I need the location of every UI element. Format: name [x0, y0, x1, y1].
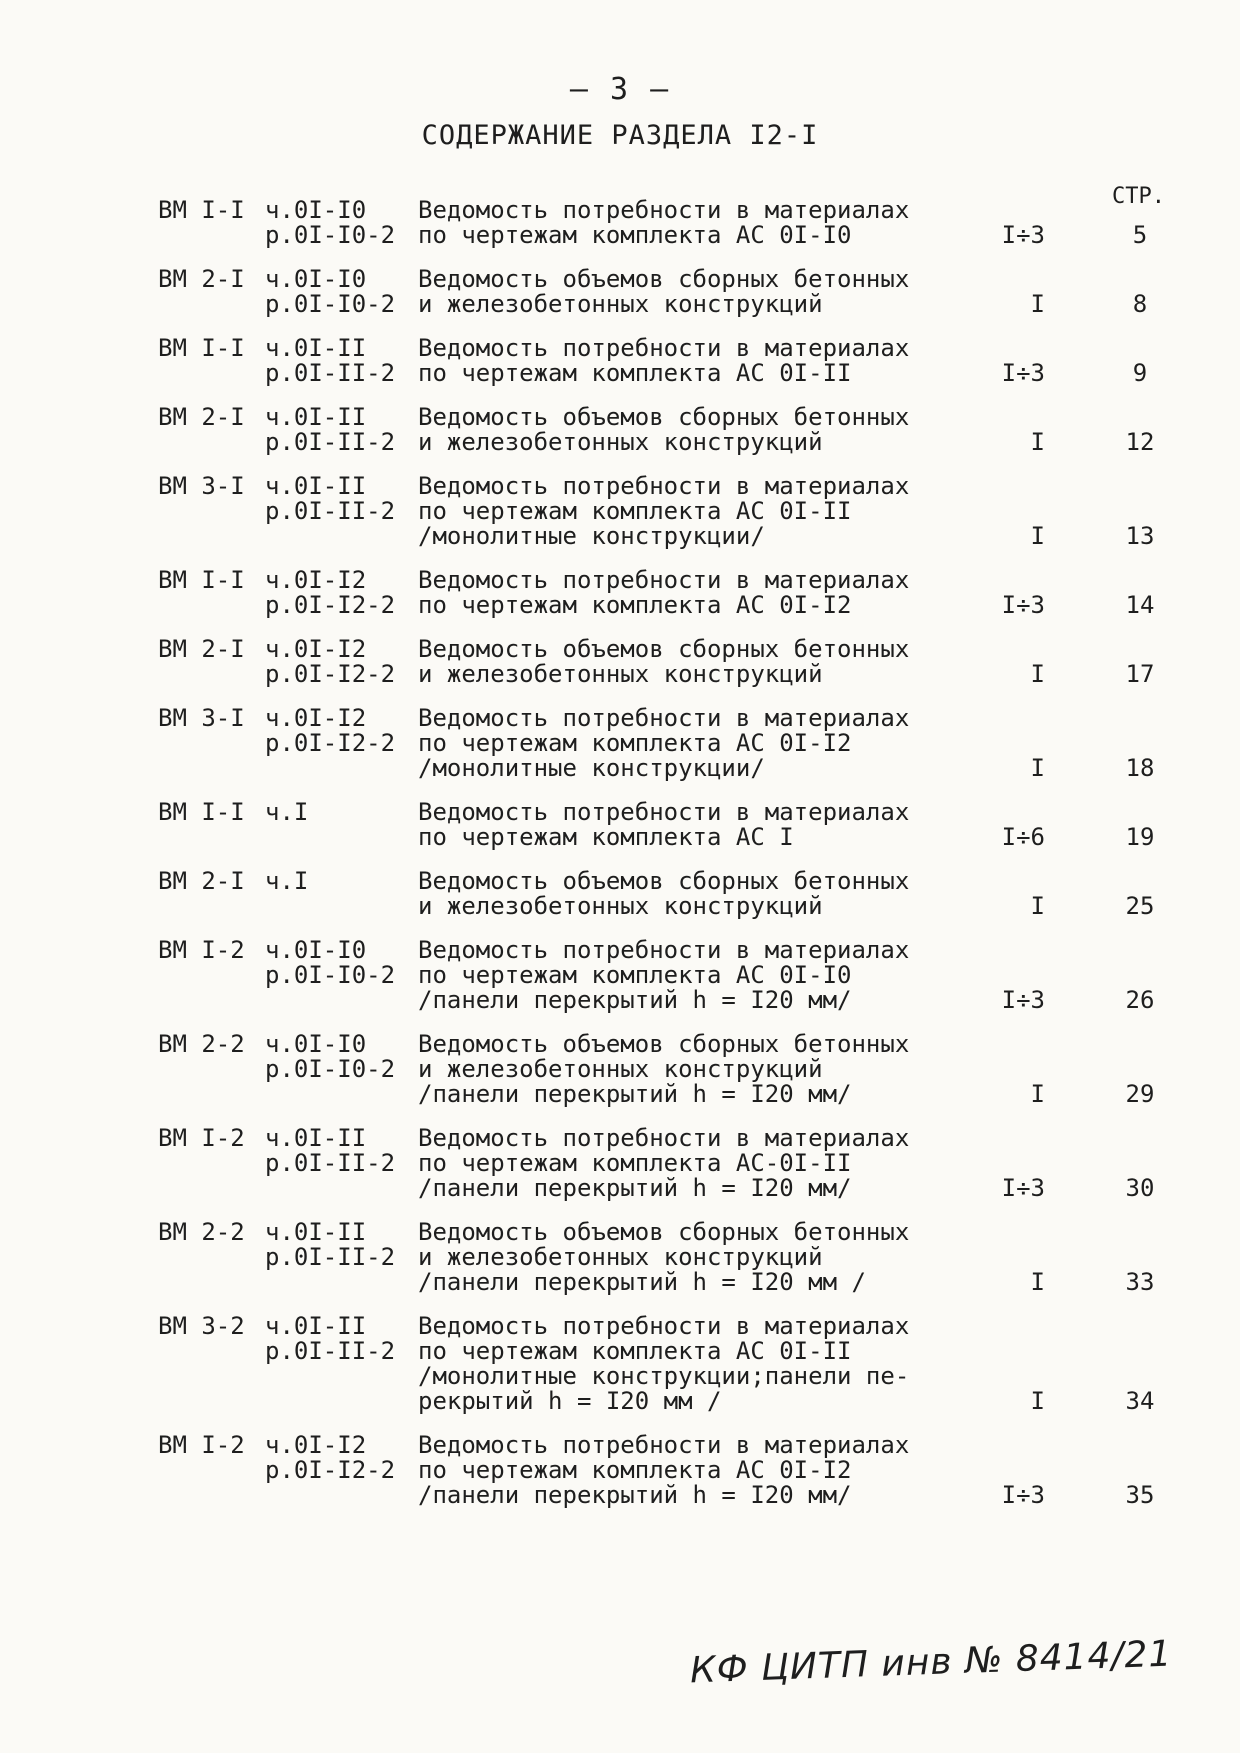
entry-description: [418, 637, 958, 687]
entry-doc-code: ВМ I-I: [158, 798, 245, 826]
entry-part-code: ч.0I-I0: [265, 196, 367, 224]
entry-description-line: Ведомость объемов сборных бетонных: [418, 265, 910, 293]
entry-doc-code: ВМ I-I: [158, 566, 245, 594]
entry-page: 34: [1125, 1387, 1155, 1415]
entry-description-line: Ведомость объемов сборных бетонных: [418, 635, 910, 663]
contents-entry: [0, 1433, 1240, 1508]
entry-part-code: р.0I-II-2: [265, 359, 396, 387]
entry-description-line: Ведомость потребности в материалах: [418, 1431, 910, 1459]
contents-entry: [0, 938, 1240, 1013]
entry-description-line: по чертежам комплекта АС 0I-I0: [418, 961, 852, 989]
entry-description: [418, 938, 958, 1013]
entry-part-code: р.0I-I2-2: [265, 591, 396, 619]
entry-doc-code: ВМ 3-I: [158, 704, 245, 732]
entry-part-code: ч.0I-I2: [265, 704, 367, 732]
entry-doc-code: ВМ 2-2: [158, 1030, 245, 1058]
entry-description-line: и железобетонных конструкций: [418, 428, 823, 456]
entry-sheets: I÷3: [1001, 359, 1045, 387]
entry-description-line: Ведомость объемов сборных бетонных: [418, 403, 910, 431]
entry-sheets: I: [1030, 428, 1045, 456]
entry-description-line: по чертежам комплекта АС 0I-I2: [418, 1456, 852, 1484]
entry-doc-code: ВМ 2-I: [158, 867, 245, 895]
entry-page: 30: [1125, 1174, 1155, 1202]
entry-part-code: ч.I: [265, 798, 309, 826]
entry-doc-code: ВМ I-2: [158, 1431, 245, 1459]
entry-description-line: Ведомость объемов сборных бетонных: [418, 867, 910, 895]
entry-doc-code: ВМ I-2: [158, 1124, 245, 1152]
entry-description-line: /монолитные конструкции/: [418, 522, 765, 550]
entry-sheets: I: [1030, 754, 1045, 782]
contents-entry: [0, 1126, 1240, 1201]
entry-page: 19: [1125, 823, 1155, 851]
entry-description-line: Ведомость потребности в материалах: [418, 334, 910, 362]
entry-doc-code: ВМ 2-2: [158, 1218, 245, 1246]
entry-description: [418, 1314, 958, 1414]
entry-description-line: Ведомость потребности в материалах: [418, 936, 910, 964]
entry-sheets: I÷3: [1001, 591, 1045, 619]
entry-part-code: ч.0I-I2: [265, 566, 367, 594]
entry-sheets: I: [1030, 1080, 1045, 1108]
entry-description-line: Ведомость объемов сборных бетонных: [418, 1030, 910, 1058]
page-column-header: СТР.: [1112, 184, 1165, 209]
entry-part-codes: [265, 706, 415, 756]
entry-sheets: I: [1030, 660, 1045, 688]
entry-part-codes: [265, 938, 415, 988]
contents-entry: [0, 1314, 1240, 1414]
entry-part-code: ч.0I-I0: [265, 1030, 367, 1058]
contents-entry: [0, 336, 1240, 386]
entry-part-codes: [265, 800, 415, 825]
entry-description: [418, 1433, 958, 1508]
entry-description: [418, 1220, 958, 1295]
entry-description: [418, 267, 958, 317]
entry-part-code: р.0I-II-2: [265, 1149, 396, 1177]
entry-description-line: и железобетонных конструкций: [418, 290, 823, 318]
entry-page: 35: [1125, 1481, 1155, 1509]
entry-page: 17: [1125, 660, 1155, 688]
entry-page: 14: [1125, 591, 1155, 619]
entry-description-line: /панели перекрытий h = I20 мм/: [418, 1481, 852, 1509]
entry-sheets: I÷3: [1001, 1481, 1045, 1509]
entry-sheets: I: [1030, 522, 1045, 550]
entry-description: [418, 800, 958, 850]
contents-entry: [0, 405, 1240, 455]
entry-description-line: рекрытий h = I20 мм /: [418, 1387, 722, 1415]
entry-page: 33: [1125, 1268, 1155, 1296]
entry-sheets: I÷3: [1001, 221, 1045, 249]
entry-part-codes: [265, 1126, 415, 1176]
entry-description-line: /панели перекрытий h = I20 мм/: [418, 1174, 852, 1202]
entry-description: [418, 568, 958, 618]
entry-page: 18: [1125, 754, 1155, 782]
contents-entry: [0, 869, 1240, 919]
entry-part-code: р.0I-I0-2: [265, 221, 396, 249]
entry-part-codes: [265, 1032, 415, 1082]
entry-part-code: ч.0I-I2: [265, 635, 367, 663]
entry-doc-code: ВМ 2-I: [158, 265, 245, 293]
entry-description-line: по чертежам комплекта АС 0I-II: [418, 1337, 852, 1365]
entry-part-code: ч.0I-II: [265, 334, 367, 362]
entry-part-code: р.0I-II-2: [265, 497, 396, 525]
entry-description-line: /панели перекрытий h = I20 мм /: [418, 1268, 866, 1296]
entry-part-code: ч.0I-II: [265, 403, 367, 431]
entry-part-code: ч.0I-I0: [265, 936, 367, 964]
entry-part-code: р.0I-I0-2: [265, 1055, 396, 1083]
entry-part-code: р.0I-II-2: [265, 1337, 396, 1365]
entry-description: [418, 706, 958, 781]
entry-part-code: ч.0I-II: [265, 1312, 367, 1340]
contents-entry: [0, 637, 1240, 687]
contents-entry: [0, 1220, 1240, 1295]
page-number: — 3 —: [569, 72, 671, 107]
entry-part-code: ч.I: [265, 867, 309, 895]
entry-page: 13: [1125, 522, 1155, 550]
entry-description-line: и железобетонных конструкций: [418, 1243, 823, 1271]
entry-description-line: Ведомость потребности в материалах: [418, 566, 910, 594]
entry-part-codes: [265, 405, 415, 455]
entry-part-code: р.0I-I2-2: [265, 729, 396, 757]
entry-sheets: I÷3: [1001, 986, 1045, 1014]
entry-page: 8: [1132, 290, 1148, 318]
entry-part-codes: [265, 1314, 415, 1364]
entry-page: 25: [1125, 892, 1155, 920]
section-title: СОДЕРЖАНИЕ РАЗДЕЛА I2-I: [421, 120, 819, 151]
entry-description-line: по чертежам комплекта АС-0I-II: [418, 1149, 852, 1177]
entry-description: [418, 1032, 958, 1107]
contents-entry: [0, 1032, 1240, 1107]
entry-part-code: ч.0I-II: [265, 1218, 367, 1246]
entry-part-codes: [265, 267, 415, 317]
entry-description-line: и железобетонных конструкций: [418, 892, 823, 920]
contents-entry: [0, 474, 1240, 549]
entry-description-line: /монолитные конструкции;панели пе-: [418, 1362, 910, 1390]
entry-sheets: I: [1030, 290, 1045, 318]
entry-description: [418, 869, 958, 919]
entry-part-code: ч.0I-I0: [265, 265, 367, 293]
entry-part-code: ч.0I-I2: [265, 1431, 367, 1459]
entry-description-line: Ведомость потребности в материалах: [418, 798, 910, 826]
entry-description-line: /панели перекрытий h = I20 мм/: [418, 986, 852, 1014]
entry-part-code: р.0I-II-2: [265, 1243, 396, 1271]
entry-description: [418, 336, 958, 386]
entry-page: 12: [1125, 428, 1155, 456]
entry-description-line: по чертежам комплекта АС 0I-I2: [418, 729, 852, 757]
entry-page: 26: [1125, 986, 1155, 1014]
entry-part-code: ч.0I-II: [265, 1124, 367, 1152]
entry-description-line: Ведомость потребности в материалах: [418, 196, 910, 224]
contents-entry: [0, 800, 1240, 850]
entry-page: 29: [1125, 1080, 1155, 1108]
entry-description: [418, 1126, 958, 1201]
entry-doc-code: ВМ 2-I: [158, 635, 245, 663]
entry-doc-code: ВМ 3-I: [158, 472, 245, 500]
entry-description-line: и железобетонных конструкций: [418, 660, 823, 688]
entry-doc-code: ВМ I-I: [158, 334, 245, 362]
entry-part-code: ч.0I-II: [265, 472, 367, 500]
entry-part-code: р.0I-I2-2: [265, 1456, 396, 1484]
entry-description: [418, 474, 958, 549]
entry-sheets: I: [1030, 1268, 1045, 1296]
inventory-stamp: КФ ЦИТП инв № 8414/21: [689, 1633, 1173, 1692]
contents-entry: [0, 568, 1240, 618]
entry-description-line: по чертежам комплекта АС 0I-II: [418, 497, 852, 525]
entry-doc-code: ВМ I-2: [158, 936, 245, 964]
contents-list: [0, 198, 1240, 1527]
entry-description-line: по чертежам комплекта АС 0I-II: [418, 359, 852, 387]
entry-page: 5: [1132, 221, 1148, 249]
entry-sheets: I: [1030, 892, 1045, 920]
entry-description-line: по чертежам комплекта АС I: [418, 823, 794, 851]
entry-description-line: /панели перекрытий h = I20 мм/: [418, 1080, 852, 1108]
entry-part-code: р.0I-I0-2: [265, 290, 396, 318]
entry-doc-code: ВМ 2-I: [158, 403, 245, 431]
entry-description-line: и железобетонных конструкций: [418, 1055, 823, 1083]
entry-description-line: Ведомость потребности в материалах: [418, 704, 910, 732]
entry-sheets: I: [1030, 1387, 1045, 1415]
entry-description-line: Ведомость потребности в материалах: [418, 472, 910, 500]
entry-part-codes: [265, 1433, 415, 1483]
entry-part-code: р.0I-I0-2: [265, 961, 396, 989]
entry-part-codes: [265, 336, 415, 386]
entry-part-codes: [265, 637, 415, 687]
entry-part-codes: [265, 198, 415, 248]
entry-description: [418, 198, 958, 248]
entry-description-line: /монолитные конструкции/: [418, 754, 765, 782]
entry-part-codes: [265, 474, 415, 524]
contents-entry: [0, 706, 1240, 781]
entry-description-line: Ведомость потребности в материалах: [418, 1124, 910, 1152]
entry-doc-code: ВМ 3-2: [158, 1312, 245, 1340]
entry-part-codes: [265, 869, 415, 894]
entry-description-line: Ведомость объемов сборных бетонных: [418, 1218, 910, 1246]
entry-part-codes: [265, 568, 415, 618]
entry-part-code: р.0I-I2-2: [265, 660, 396, 688]
entry-doc-code: ВМ I-I: [158, 196, 245, 224]
entry-sheets: I÷3: [1001, 1174, 1045, 1202]
contents-entry: [0, 267, 1240, 317]
entry-part-code: р.0I-II-2: [265, 428, 396, 456]
entry-description-line: по чертежам комплекта АС 0I-I0: [418, 221, 852, 249]
entry-description-line: Ведомость потребности в материалах: [418, 1312, 910, 1340]
entry-page: 9: [1132, 359, 1148, 387]
entry-description: [418, 405, 958, 455]
contents-entry: [0, 198, 1240, 248]
entry-description-line: по чертежам комплекта АС 0I-I2: [418, 591, 852, 619]
entry-sheets: I÷6: [1001, 823, 1045, 851]
entry-part-codes: [265, 1220, 415, 1270]
